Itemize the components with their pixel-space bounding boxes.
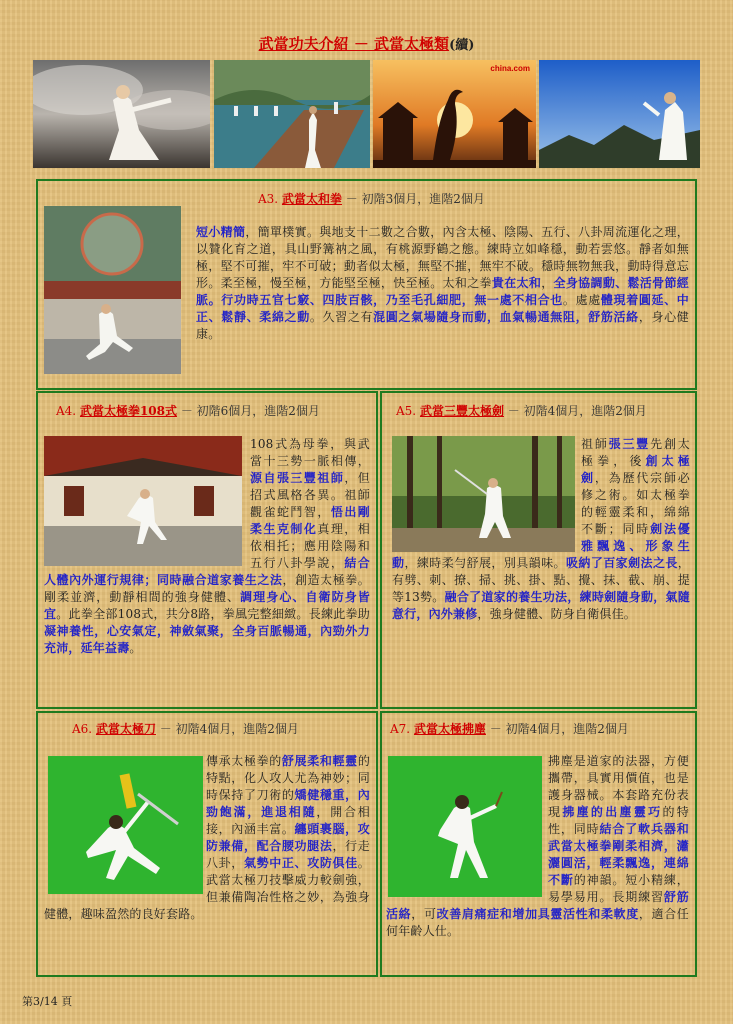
a6-body-hl-4: 氣勢中正、攻防俱佳 [243, 856, 358, 870]
tai-chi-master-photo [33, 60, 210, 168]
a3-body-2: ， [541, 276, 554, 290]
a4-body-hl-4: 調理身心、自衛防身皆宜 [44, 590, 370, 621]
a7-body-3: 的神韻。短小精練，易學易用。長期練習 [548, 873, 689, 904]
banner-photo-1 [33, 60, 210, 168]
page-title [0, 33, 733, 54]
a5-body-hl-5: 融合了道家的養生功法，練時劍隨身動，氣隨意行，內外兼修 [392, 590, 690, 621]
a5-photo-spacer [392, 436, 581, 554]
banner-photo-3 [373, 60, 536, 168]
a4-photo-spacer [44, 436, 250, 570]
a5-body-hl-3: 劍法優雅飄逸、形象生動 [392, 522, 690, 570]
a7-body-5: ，適合任何年齡人仕。 [386, 907, 690, 938]
a4-body-4: ，創造太極拳。剛柔並濟，動靜相間的強身健體、 [44, 573, 370, 604]
a5-body [392, 436, 690, 623]
a6-body-3: ，開合相接，內涵丰富。 [206, 805, 370, 836]
a3-body-5: ，身心健康。 [196, 310, 689, 341]
a6-body [44, 753, 370, 923]
a7-body-hl-3: 舒筋活絡 [386, 890, 689, 921]
banner-watermark: china.com [490, 64, 530, 73]
a4-heading [56, 402, 320, 419]
a5-body-hl-2: 創太極劍 [581, 454, 690, 485]
a7-body-hl-4: 改善肩痛症和增加具靈活性和柔軟度 [436, 907, 639, 921]
a5-meta: － 初階4個月，進階2個月 [503, 404, 647, 418]
a7-heading [390, 720, 629, 737]
a7-meta: － 初階4個月，進階2個月 [485, 722, 629, 736]
a4-body-hl-1: 源自張三豐祖師 [250, 471, 345, 485]
a7-body [386, 753, 689, 940]
crane-sunset-photo [373, 60, 536, 168]
a6-body-5: 。武當太極刀技擊威力較劍強，但兼備陶冶性格之妙，為強身健體，趣味盈然的良好套路。 [44, 856, 370, 921]
a3-body-hl-2: 全身協調動、鬆活骨節經脈。行功時五官七竅、四肢百骸，乃至毛孔細肥，無一處不相合也 [196, 276, 689, 307]
a3-code: A3. [258, 192, 279, 206]
pier-group-photo [214, 60, 370, 168]
a5-body-2: 先創太極拳，後 [581, 437, 690, 468]
a5-body-5: ，有劈、刺、撩、掃、挑、掛、點、攪、抹、截、崩、提等13勢。 [392, 556, 690, 604]
a3-name: 武當太和拳 [281, 192, 342, 206]
a4-body [44, 436, 370, 657]
a4-name: 武當太極拳108式 [79, 404, 178, 418]
a3-body-3: 。處處 [562, 293, 601, 307]
a3-taihe-photo [44, 206, 181, 374]
a6-body-2: 的特點，化人攻人尤為神妙；同時保持了刀術的 [206, 754, 371, 802]
a3-body-4: 。久習之有 [309, 310, 374, 324]
mountain-master-photo [539, 60, 700, 168]
a3-body-hl-4: 混圓之氣場隨身而動，血氣暢通無阻，舒筋活絡 [373, 310, 639, 324]
a5-code: A5. [396, 404, 417, 418]
page-title-text: 武當功夫介紹 － 武當太極類 [258, 35, 450, 53]
a3-body-lead: 短小精簡 [196, 225, 246, 239]
a4-body-hl-5: 凝神養性，心安氣定，神斂氣聚，全身百脈暢通，內勁外力充沛，延年益壽 [44, 624, 370, 655]
a7-body-hl-2: 結合了軟兵器和武當太極拳剛柔相濟，瀟灑圓活，輕柔飄逸，連綿不斷 [548, 822, 689, 887]
a6-heading [72, 720, 299, 737]
a3-body-hl-1: 貴在太和 [491, 276, 542, 290]
a7-body-4: ，可 [411, 907, 437, 921]
a4-body-5: 。此拳全部108式，共分8路，拳風完整細緻。長練此拳助 [56, 607, 370, 621]
a4-code: A4. [56, 404, 77, 418]
a6-name: 武當太極刀 [95, 722, 156, 736]
a5-body-hl-1: 張三豐 [608, 437, 651, 451]
a4-body-hl-3: 結合人體內外運行規律；同時融合道家養生之法 [44, 556, 371, 587]
a6-body-4: ，行走八卦， [206, 839, 370, 870]
a6-body-hl-1: 舒展柔和輕靈 [281, 754, 358, 768]
a4-body-1: 108式為母拳，與武當十三勢一脈相傳， [250, 437, 370, 468]
a4-meta: － 初階6個月，進階2個月 [177, 404, 320, 418]
a7-code: A7. [390, 722, 411, 736]
a3-body-1: ，簡單樸實。與地支十二數之合數，內含太極、陰陽、五行、八卦周流運化之理，以贊化育之道，具山野篝衲之風，有桃源野鶴之態。練時立如峰穩，動若雲悠。靜者如無極，堅不可摧，牢不可破；動者似太極，無堅不摧，無牢不破。穩時無物無我，動時得意忘形。柔至極，慢至極，方能堅至極，快至極。太和之拳 [196, 225, 689, 290]
a3-body [196, 224, 689, 343]
a5-body-4: ，練時柔勻舒展，別具韻味。 [404, 556, 566, 570]
a3-body-hl-3: 體現着圓延、中正、鬆靜、柔綿之動 [196, 293, 690, 324]
a5-heading [396, 402, 647, 419]
a6-body-hl-2: 矯健穩重，內勁飽滿，進退相隨 [206, 788, 370, 819]
a5-body-1: 祖師 [581, 437, 609, 451]
a5-name: 武當三豐太極劍 [419, 404, 504, 418]
a7-photo-spacer [386, 753, 548, 893]
page-number: 第3/14 頁 [22, 995, 73, 1008]
banner-photo-2 [214, 60, 370, 168]
a7-body-hl-1: 拂塵的出塵靈巧 [562, 805, 663, 819]
a5-body-hl-4: 吸納了百家劍法之長 [565, 556, 678, 570]
a7-body-2: 的特性，同時 [548, 805, 689, 836]
a6-meta: － 初階4個月，進階2個月 [155, 722, 299, 736]
a7-name: 武當太極拂塵 [413, 722, 486, 736]
a4-body-6: 。 [129, 641, 142, 655]
a6-body-hl-3: 纏頭裹腦，攻防兼備，配合腰功腿法 [206, 822, 370, 853]
a7-body-1: 拂塵是道家的法器，方便攜帶，具實用價值，也是護身器械。本套路充份表現 [548, 754, 689, 819]
a6-code: A6. [72, 722, 93, 736]
a3-heading [258, 190, 485, 207]
a4-body-hl-2: 悟出剛柔生克制化 [250, 505, 370, 536]
a4-body-2: ，但招式風格各異。祖師觀雀蛇鬥智， [250, 471, 371, 519]
banner-photo-4 [539, 60, 700, 168]
a6-photo-spacer [44, 753, 206, 895]
a3-meta: － 初階3個月，進階2個月 [341, 192, 485, 206]
page-title-suffix: (續) [449, 38, 475, 53]
a5-body-6: ，強身健體、防身自衛俱佳。 [477, 607, 637, 621]
a3-photo [44, 206, 181, 374]
a5-body-3: ，為歷代宗師必修之術。如太極拳的輕靈柔和，綿綿不斷；同時 [581, 471, 690, 536]
a4-body-3: 真理，相依相托；應用陰陽和五行八卦學說， [250, 522, 370, 570]
a6-body-1: 傳承太極拳的 [206, 754, 282, 768]
